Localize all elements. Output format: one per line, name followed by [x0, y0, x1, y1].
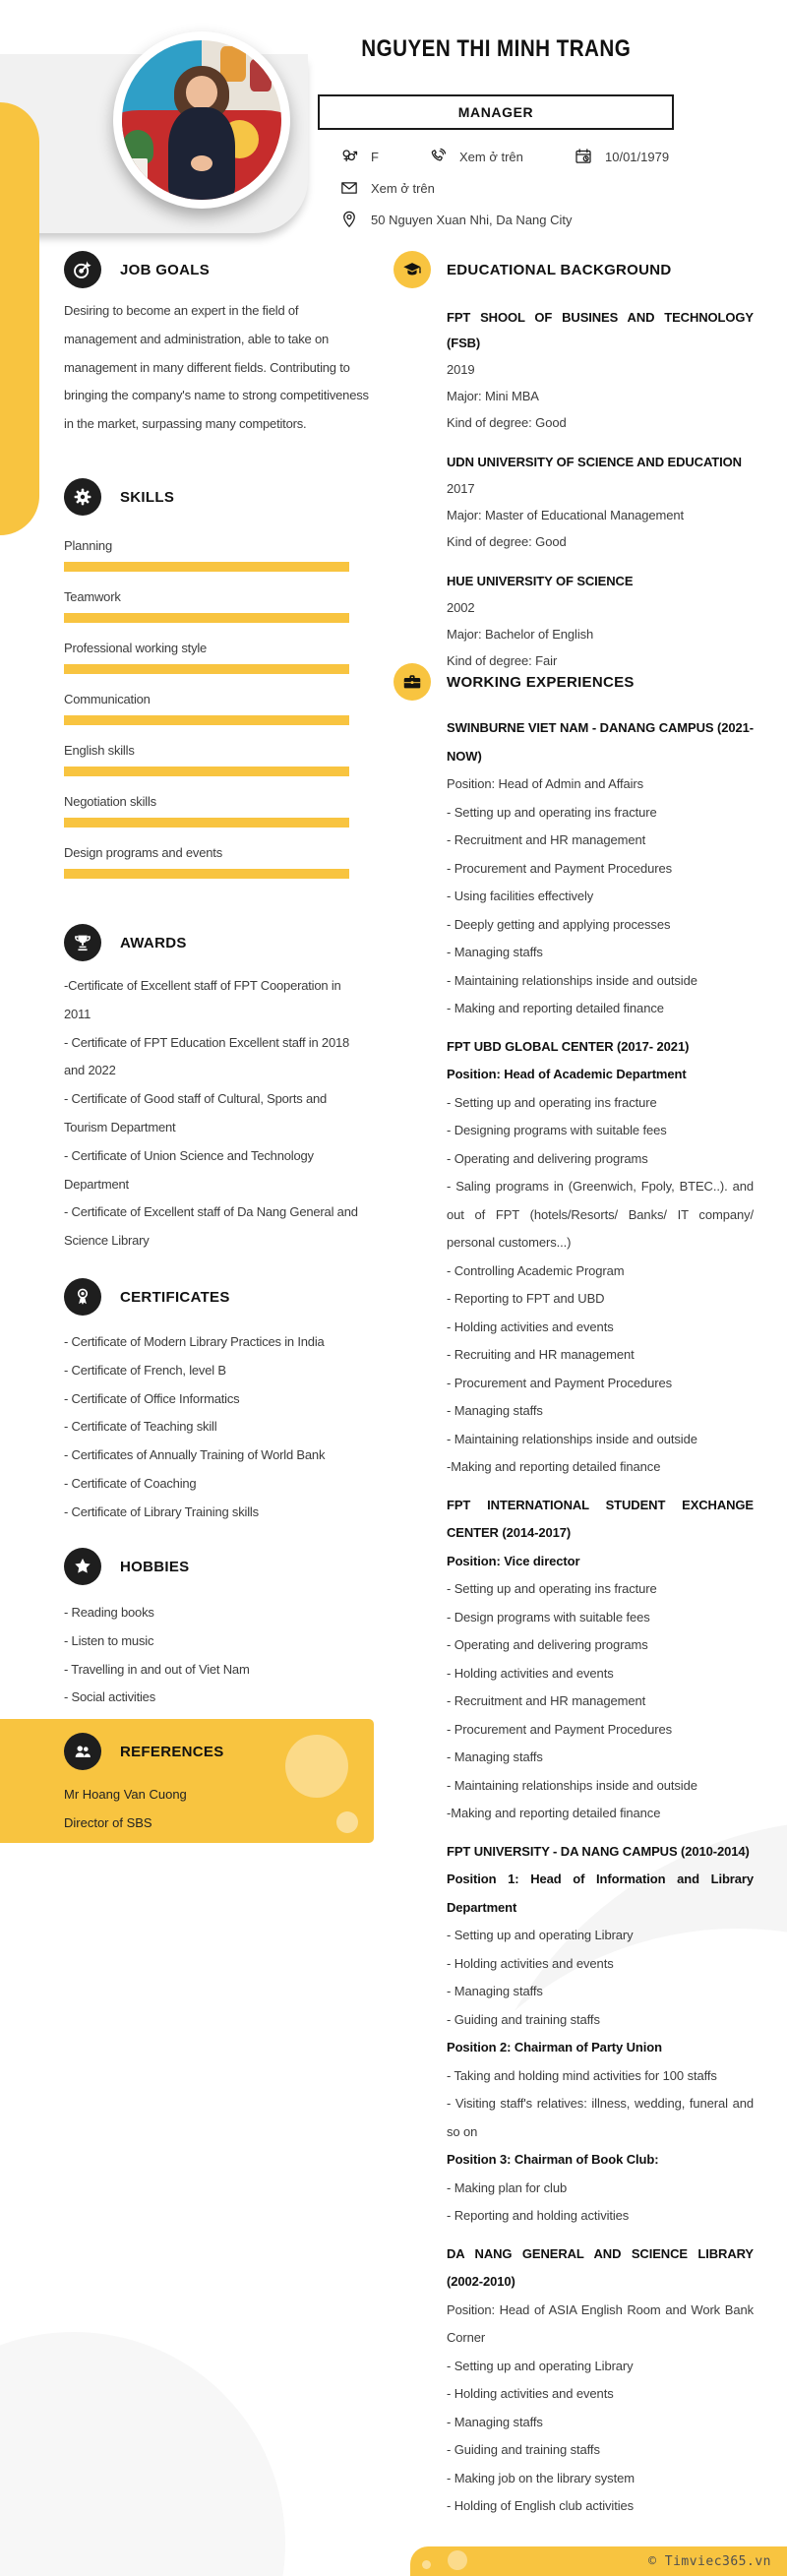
skill-item: Communication: [64, 690, 371, 725]
birthday-field: [574, 147, 669, 166]
reference-role: Director of SBS: [64, 1815, 152, 1830]
award-item: - Certificate of Union Science and Technology Department: [64, 1147, 314, 1192]
gender-field: [339, 147, 428, 166]
hobby-item: - Travelling in and out of Viet Nam: [64, 1661, 250, 1677]
experience-bullet: - Visiting staff's relatives: illness, wedding, funeral and so on: [447, 2096, 754, 2139]
school-major: Major: Bachelor of English: [447, 627, 594, 642]
experience-bullet: - Taking and holding mind activities for 100 staffs: [447, 2067, 717, 2083]
school-degree: Kind of degree: Fair: [447, 653, 558, 668]
experience-job: [447, 2240, 754, 2521]
experience-bullet: - Setting up and operating Library: [447, 1928, 634, 1942]
award-item: - Certificate of Good staff of Cultural, Sports and Tourism Department: [64, 1091, 328, 1135]
location-icon: [339, 210, 359, 229]
school-year: 2002: [447, 600, 475, 615]
award-item: -Certificate of Excellent staff of FPT Cooperation in 2011: [64, 978, 341, 1021]
experience-bullet: - Reporting and holding activities: [447, 2208, 630, 2223]
skill-bar: [64, 613, 349, 623]
experience-job: [447, 1492, 754, 1828]
certificate-item: - Certificate of French, level B: [64, 1362, 226, 1378]
people-icon: [64, 1733, 101, 1770]
company-name: FPT UNIVERSITY - DA NANG CAMPUS (2010-2014): [447, 1843, 750, 1859]
certificate-item: - Certificate of Coaching: [64, 1475, 197, 1491]
experience-bullet: - Managing staffs: [447, 945, 543, 959]
experience-bullet: - Setting up and operating ins fracture: [447, 1094, 657, 1110]
skill-item: Professional working style: [64, 639, 371, 674]
certificate-item: - Certificate of Library Training skills: [64, 1503, 259, 1519]
position-line: Position: Head of Academic Department: [447, 1067, 687, 1081]
position-line: Position 1: Head of Information and Library Department: [447, 1871, 754, 1915]
school-major: Major: Master of Educational Management: [447, 508, 685, 522]
section-title: CERTIFICATES: [120, 1288, 230, 1306]
school-name: UDN UNIVERSITY OF SCIENCE AND EDUCATION: [447, 455, 742, 469]
footer-credit-text: © Timviec365.vn: [648, 2553, 771, 2569]
job-goals-text: Desiring to become an expert in the field of management and administration, able to take on management in many different fields. Contributing to bringing the company's name to strong competitiveness in the market, surpassing many competitors.: [64, 303, 369, 432]
award-item: - Certificate of FPT Education Excellent staff in 2018 and 2022: [64, 1034, 350, 1078]
graduation-cap-icon: [394, 251, 431, 288]
section-title: EDUCATIONAL BACKGROUND: [447, 261, 672, 278]
target-icon: [64, 251, 101, 288]
experience-bullet: - Recruitment and HR management: [447, 1693, 646, 1708]
experience-bullet: - Managing staffs: [447, 1984, 543, 1998]
education-entry: [447, 569, 754, 674]
experience-bullet: - Recruitment and HR management: [447, 832, 646, 847]
skill-item: Planning: [64, 536, 371, 572]
email-value: Xem ở trên: [371, 180, 435, 196]
experience-bullet: - Making and reporting detailed finance: [447, 1001, 664, 1015]
skill-bar: [64, 664, 349, 674]
profile-photo: [113, 31, 290, 209]
email-field: [339, 176, 674, 200]
email-icon: [339, 178, 359, 198]
experience-bullet: - Holding of English club activities: [447, 2498, 635, 2513]
experience-bullet: - Making plan for club: [447, 2179, 568, 2195]
section-hobbies: [64, 1548, 371, 1712]
experience-bullet: - Guiding and training staffs: [447, 2442, 600, 2457]
experience-bullet: - Setting up and operating Library: [447, 2358, 634, 2373]
experience-bullet: - Recruiting and HR management: [447, 1347, 635, 1362]
skill-bar: [64, 715, 349, 725]
hobby-item: - Social activities: [64, 1689, 156, 1705]
company-name: SWINBURNE VIET NAM - DANANG CAMPUS (2021-NOW): [447, 720, 754, 764]
section-job-goals: [64, 251, 371, 439]
experience-bullet: - Setting up and operating ins fracture: [447, 804, 657, 820]
skill-item: Design programs and events: [64, 843, 371, 879]
job-title-box: [318, 94, 674, 130]
school-degree: Kind of degree: Good: [447, 534, 567, 549]
experience-bullet: - Guiding and training staffs: [447, 2011, 600, 2027]
position-line: Position 2: Chairman of Party Union: [447, 2040, 662, 2055]
decor-circle: [285, 1735, 348, 1798]
experience-bullet: - Holding activities and events: [447, 2386, 614, 2401]
certificate-item: - Certificate of Office Informatics: [64, 1390, 240, 1406]
section-skills: [64, 478, 371, 879]
gear-icon: [64, 478, 101, 516]
experience-bullet: - Procurement and Payment Procedures: [447, 1375, 673, 1390]
school-year: 2019: [447, 362, 475, 377]
hobby-item: - Reading books: [64, 1605, 154, 1620]
skill-bar: [64, 767, 349, 776]
experience-job: [447, 1838, 754, 2231]
experience-bullet: - Designing programs with suitable fees: [447, 1123, 667, 1137]
skill-bar: [64, 562, 349, 572]
skill-bar: [64, 818, 349, 828]
section-certificates: [64, 1278, 371, 1527]
experience-bullet: - Controlling Academic Program: [447, 1262, 625, 1278]
experience-bullet: - Holding activities and events: [447, 1955, 614, 1971]
experience-bullet: - Saling programs in (Greenwich, Fpoly, BTEC..). and out of FPT (hotels/Resorts/ Banks/ IT company/ personal customers...): [447, 1179, 754, 1250]
hobby-item: - Listen to music: [64, 1632, 154, 1648]
certificate-item: - Certificate of Teaching skill: [64, 1419, 217, 1435]
footer-credit-bar: [410, 2546, 787, 2576]
address-value: 50 Nguyen Xuan Nhi, Da Nang City: [371, 212, 573, 227]
phone-icon: [428, 147, 448, 166]
experience-bullet: - Design programs with suitable fees: [447, 1609, 650, 1625]
position-line: Position: Head of ASIA English Room and Work Bank Corner: [447, 2301, 754, 2345]
medal-icon: [64, 1278, 101, 1316]
school-major: Major: Mini MBA: [447, 389, 539, 403]
address-field: [339, 208, 674, 231]
phone-value: Xem ở trên: [459, 149, 523, 164]
company-name: FPT INTERNATIONAL STUDENT EXCHANGE CENTER (2014-2017): [447, 1497, 754, 1540]
section-awards: [64, 924, 371, 1256]
experience-job: [447, 714, 754, 1023]
certificate-item: - Certificates of Annually Training of World Bank: [64, 1447, 326, 1463]
education-entry: [447, 450, 754, 555]
gender-value: F: [371, 149, 379, 164]
candidate-name: NGUYEN THI MINH TRANG: [361, 35, 631, 62]
company-name: FPT UBD GLOBAL CENTER (2017- 2021): [447, 1038, 690, 1054]
experience-bullet: - Deeply getting and applying processes: [447, 916, 671, 932]
left-accent-band: [0, 102, 39, 535]
experience-bullet: - Setting up and operating ins fracture: [447, 1581, 657, 1596]
experience-job: [447, 1033, 754, 1482]
background-shape: [0, 2332, 285, 2576]
experience-bullet: - Holding activities and events: [447, 1319, 614, 1334]
section-title: WORKING EXPERIENCES: [447, 673, 635, 691]
experience-bullet: - Making job on the library system: [447, 2470, 635, 2485]
experience-bullet: - Managing staffs: [447, 1749, 543, 1764]
decor-circle: [448, 2550, 467, 2570]
experience-bullet: - Maintaining relationships inside and outside: [447, 1777, 697, 1793]
calendar-icon: [574, 147, 593, 166]
school-year: 2017: [447, 481, 475, 496]
section-references: [0, 1719, 374, 1843]
section-experience: [394, 663, 759, 2531]
gender-icon: [339, 147, 359, 166]
experience-bullet: - Operating and delivering programs: [447, 1637, 648, 1652]
section-title: AWARDS: [120, 934, 187, 951]
skill-item: Negotiation skills: [64, 792, 371, 828]
experience-bullet: - Managing staffs: [447, 2414, 543, 2429]
trophy-icon: [64, 924, 101, 961]
star-icon: [64, 1548, 101, 1585]
decor-circle: [336, 1811, 358, 1833]
experience-bullet: - Reporting to FPT and UBD: [447, 1291, 605, 1306]
experience-bullet: - Managing staffs: [447, 1403, 543, 1418]
header: [318, 30, 674, 231]
section-title: SKILLS: [120, 488, 175, 506]
award-item: - Certificate of Excellent staff of Da Nang General and Science Library: [64, 1204, 358, 1249]
section-education: [394, 251, 759, 688]
phone-field: [428, 147, 574, 166]
section-title: JOB GOALS: [120, 261, 211, 278]
section-title: REFERENCES: [120, 1743, 224, 1760]
skill-bar: [64, 869, 349, 879]
contact-info: [318, 145, 674, 231]
experience-bullet: - Using facilities effectively: [447, 889, 594, 903]
company-name: DA NANG GENERAL AND SCIENCE LIBRARY (2002-2010): [447, 2245, 754, 2289]
position-line: Position: Head of Admin and Affairs: [447, 776, 644, 791]
certificate-item: - Certificate of Modern Library Practices in India: [64, 1334, 325, 1349]
experience-bullet: - Operating and delivering programs: [447, 1150, 648, 1166]
school-name: HUE UNIVERSITY OF SCIENCE: [447, 574, 634, 588]
skill-item: Teamwork: [64, 587, 371, 623]
position-line: Position: Vice director: [447, 1553, 580, 1568]
briefcase-icon: [394, 663, 431, 701]
education-entry: [447, 305, 754, 436]
experience-bullet: -Making and reporting detailed finance: [447, 1459, 661, 1474]
position-line: Position 3: Chairman of Book Club:: [447, 2152, 659, 2167]
experience-bullet: -Making and reporting detailed finance: [447, 1806, 661, 1820]
skill-item: English skills: [64, 741, 371, 776]
school-degree: Kind of degree: Good: [447, 415, 567, 430]
section-title: HOBBIES: [120, 1558, 190, 1575]
school-name: FPT SHOOL OF BUSINES AND TECHNOLOGY (FSB): [447, 310, 754, 350]
birthday-value: 10/01/1979: [605, 149, 670, 164]
decor-circle: [422, 2560, 431, 2569]
job-title: MANAGER: [457, 104, 534, 120]
experience-bullet: - Maintaining relationships inside and outside: [447, 972, 697, 988]
reference-name: Mr Hoang Van Cuong: [64, 1787, 187, 1802]
experience-bullet: - Maintaining relationships inside and outside: [447, 1431, 697, 1446]
experience-bullet: - Holding activities and events: [447, 1665, 614, 1681]
experience-bullet: - Procurement and Payment Procedures: [447, 1721, 673, 1737]
experience-bullet: - Procurement and Payment Procedures: [447, 860, 673, 876]
